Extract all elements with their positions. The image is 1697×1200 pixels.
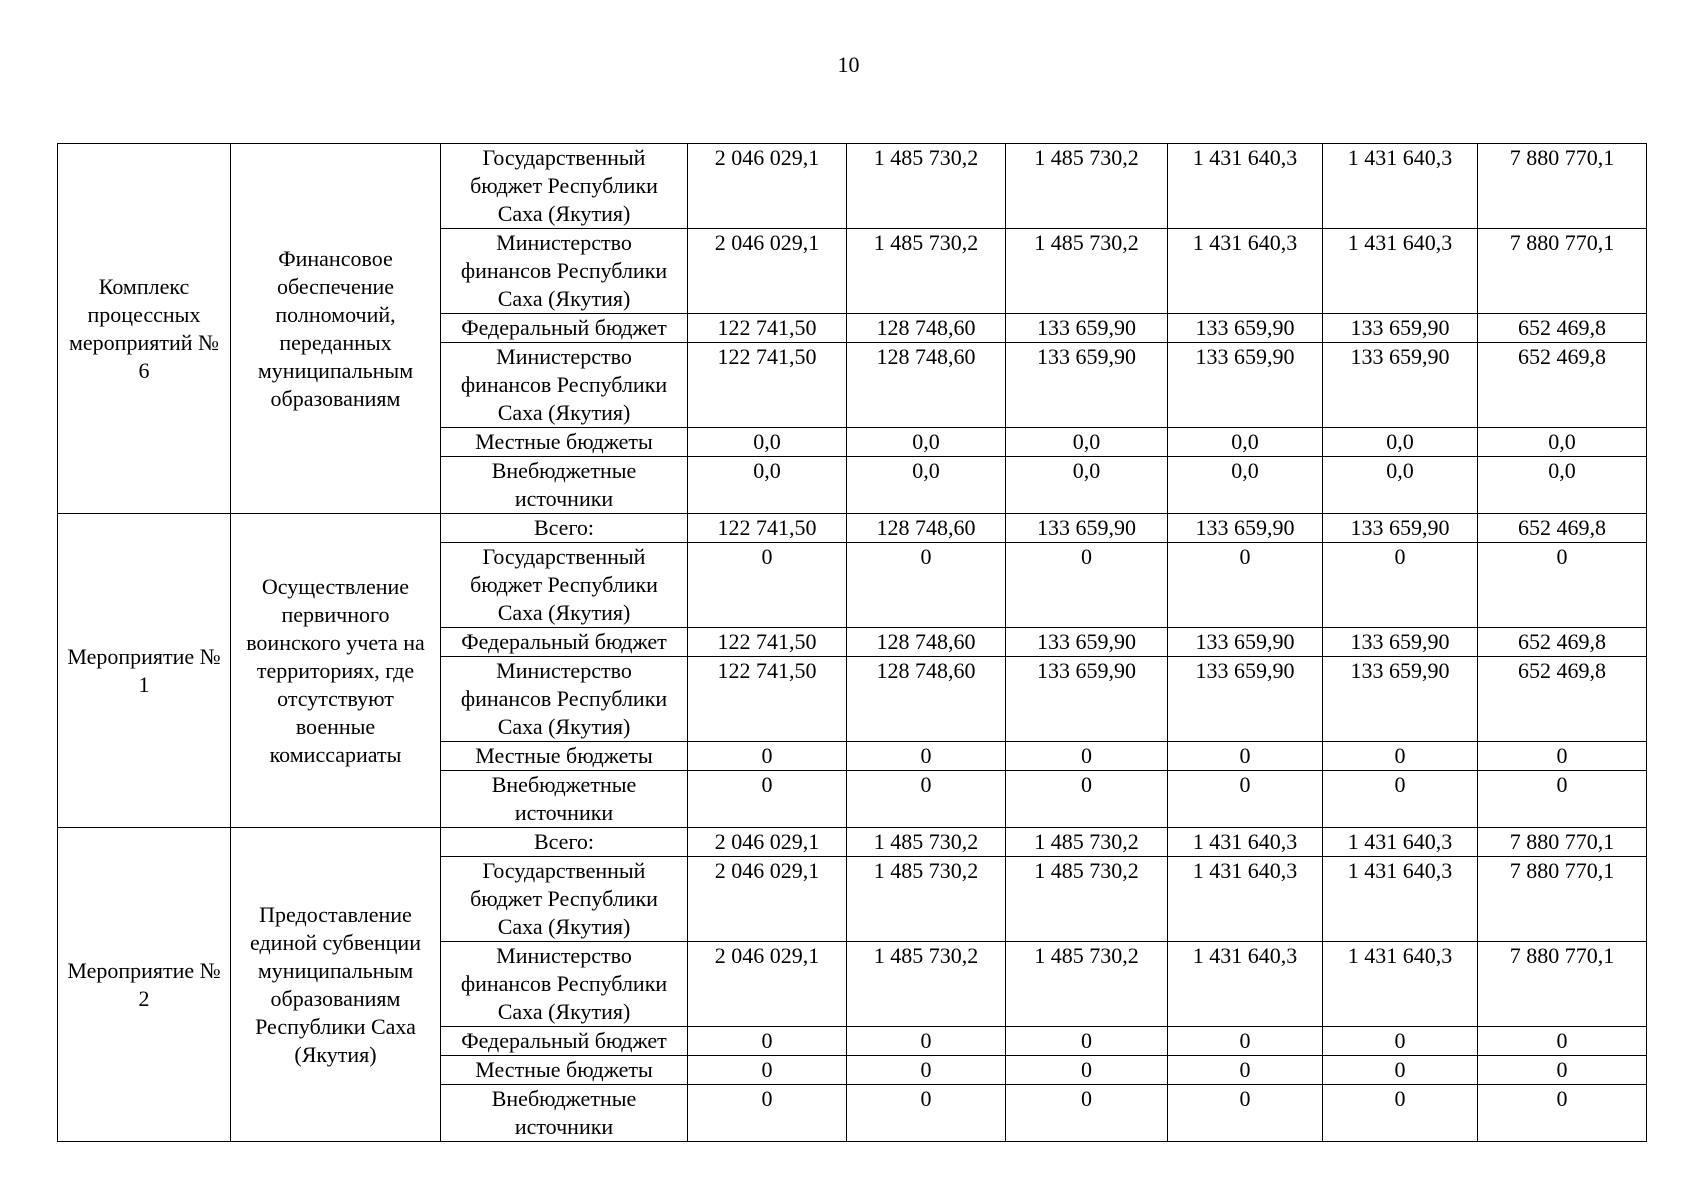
amount-cell: 1 431 640,3 [1168, 229, 1323, 314]
funding-source-line: финансов Республики [460, 372, 668, 397]
amount-cell: 0 [1323, 742, 1478, 771]
amount-cell: 0 [1478, 1056, 1647, 1085]
funding-source-line: Всего: [533, 829, 595, 854]
funding-source-line: финансов Республики [460, 971, 668, 996]
funding-source-cell [441, 771, 688, 828]
funding-source-cell [441, 229, 688, 314]
amount-cell: 0 [688, 1056, 847, 1085]
amount-cell: 133 659,90 [1168, 657, 1323, 742]
amount-cell: 0,0 [1323, 457, 1478, 514]
amount-cell: 0 [1168, 1056, 1323, 1085]
funding-source-cell [441, 144, 688, 229]
amount-cell: 122 741,50 [688, 657, 847, 742]
amount-cell: 0 [847, 1085, 1006, 1142]
amount-cell: 0 [688, 1027, 847, 1056]
funding-source-cell [441, 514, 688, 543]
funding-source-cell [441, 1027, 688, 1056]
amount-cell: 1 485 730,2 [847, 828, 1006, 857]
table-row [58, 144, 1647, 229]
funding-source-line: Министерство [496, 344, 632, 369]
amount-cell: 0 [1478, 1085, 1647, 1142]
amount-cell: 0 [1006, 742, 1168, 771]
funding-source-cell [441, 314, 688, 343]
amount-cell: 0,0 [847, 457, 1006, 514]
amount-cell: 0 [1168, 1027, 1323, 1056]
amount-cell: 1 485 730,2 [847, 144, 1006, 229]
amount-cell: 128 748,60 [847, 657, 1006, 742]
funding-source-line: бюджет Республики [470, 572, 658, 597]
amount-cell: 133 659,90 [1006, 657, 1168, 742]
amount-cell: 128 748,60 [847, 628, 1006, 657]
amount-cell: 1 485 730,2 [1006, 942, 1168, 1027]
amount-cell: 0 [1168, 771, 1323, 828]
amount-cell: 0,0 [847, 428, 1006, 457]
amount-cell: 0 [1168, 543, 1323, 628]
amount-cell: 2 046 029,1 [688, 828, 847, 857]
funding-source-line: источники [514, 486, 614, 511]
funding-source-cell [441, 628, 688, 657]
amount-cell: 128 748,60 [847, 314, 1006, 343]
amount-cell: 0 [1323, 1056, 1478, 1085]
amount-cell: 7 880 770,1 [1478, 144, 1647, 229]
group-description: Финансовое обеспечение полномочий, переданных муниципальным образованиям [231, 144, 441, 514]
funding-source-cell [441, 543, 688, 628]
amount-cell: 1 431 640,3 [1168, 942, 1323, 1027]
amount-cell: 133 659,90 [1006, 628, 1168, 657]
amount-cell: 0 [1168, 742, 1323, 771]
funding-source-cell [441, 857, 688, 942]
amount-cell: 0 [1323, 1027, 1478, 1056]
funding-source-line: Внебюджетные [491, 772, 637, 797]
amount-cell: 133 659,90 [1006, 343, 1168, 428]
amount-cell: 133 659,90 [1006, 514, 1168, 543]
funding-source-cell [441, 657, 688, 742]
amount-cell: 1 431 640,3 [1323, 828, 1478, 857]
table-row [58, 514, 1647, 543]
amount-cell: 133 659,90 [1323, 343, 1478, 428]
amount-cell: 1 431 640,3 [1323, 857, 1478, 942]
amount-cell: 122 741,50 [688, 343, 847, 428]
funding-source-line: Министерство [496, 658, 632, 683]
amount-cell: 122 741,50 [688, 628, 847, 657]
amount-cell: 7 880 770,1 [1478, 942, 1647, 1027]
amount-cell: 1 431 640,3 [1168, 144, 1323, 229]
amount-cell: 652 469,8 [1478, 628, 1647, 657]
amount-cell: 0 [847, 1027, 1006, 1056]
amount-cell: 0,0 [1323, 428, 1478, 457]
amount-cell: 0 [688, 543, 847, 628]
amount-cell: 133 659,90 [1168, 628, 1323, 657]
funding-source-line: Внебюджетные [491, 458, 637, 483]
funding-source-cell [441, 742, 688, 771]
amount-cell: 0 [1006, 1027, 1168, 1056]
funding-source-cell [441, 828, 688, 857]
amount-cell: 133 659,90 [1323, 314, 1478, 343]
amount-cell: 133 659,90 [1323, 628, 1478, 657]
funding-source-line: бюджет Республики [470, 173, 658, 198]
funding-source-line: Внебюджетные [491, 1086, 637, 1111]
amount-cell: 0,0 [1168, 457, 1323, 514]
amount-cell: 0 [847, 771, 1006, 828]
amount-cell: 0 [847, 543, 1006, 628]
funding-source-cell [441, 1056, 688, 1085]
amount-cell: 652 469,8 [1478, 314, 1647, 343]
amount-cell: 1 431 640,3 [1168, 828, 1323, 857]
amount-cell: 133 659,90 [1168, 514, 1323, 543]
funding-source-cell [441, 457, 688, 514]
amount-cell: 0 [847, 742, 1006, 771]
amount-cell: 0,0 [688, 457, 847, 514]
funding-source-line: Всего: [533, 515, 595, 540]
funding-source-cell [441, 1085, 688, 1142]
amount-cell: 0 [1478, 543, 1647, 628]
amount-cell: 1 485 730,2 [1006, 828, 1168, 857]
amount-cell: 0 [1006, 543, 1168, 628]
amount-cell: 652 469,8 [1478, 657, 1647, 742]
amount-cell: 122 741,50 [688, 314, 847, 343]
amount-cell: 0 [1006, 771, 1168, 828]
amount-cell: 1 431 640,3 [1323, 144, 1478, 229]
amount-cell: 1 431 640,3 [1323, 942, 1478, 1027]
amount-cell: 0 [1478, 771, 1647, 828]
funding-source-line: Федеральный бюджет [461, 315, 667, 340]
funding-source-line: финансов Республики [460, 686, 668, 711]
page-number: 10 [837, 52, 860, 77]
amount-cell: 0 [1323, 1085, 1478, 1142]
funding-source-line: Саха (Якутия) [497, 286, 631, 311]
amount-cell: 7 880 770,1 [1478, 229, 1647, 314]
amount-cell: 0 [688, 1085, 847, 1142]
funding-source-line: Государственный [482, 544, 646, 569]
amount-cell: 1 485 730,2 [847, 942, 1006, 1027]
amount-cell: 0,0 [688, 428, 847, 457]
funding-source-cell [441, 428, 688, 457]
funding-source-line: Местные бюджеты [475, 429, 653, 454]
amount-cell: 0,0 [1006, 457, 1168, 514]
amount-cell: 0,0 [1478, 428, 1647, 457]
funding-source-line: Саха (Якутия) [497, 400, 631, 425]
amount-cell: 1 485 730,2 [1006, 144, 1168, 229]
group-title: Комплекс процессных мероприятий № 6 [58, 144, 231, 514]
funding-source-cell [441, 343, 688, 428]
funding-source-line: Министерство [496, 943, 632, 968]
amount-cell: 0 [1478, 1027, 1647, 1056]
amount-cell: 7 880 770,1 [1478, 828, 1647, 857]
funding-source-cell [441, 942, 688, 1027]
amount-cell: 1 485 730,2 [847, 857, 1006, 942]
amount-cell: 0 [1006, 1085, 1168, 1142]
amount-cell: 7 880 770,1 [1478, 857, 1647, 942]
amount-cell: 1 431 640,3 [1323, 229, 1478, 314]
funding-source-line: источники [514, 1114, 614, 1139]
funding-source-line: источники [514, 800, 614, 825]
amount-cell: 0 [1323, 543, 1478, 628]
amount-cell: 652 469,8 [1478, 514, 1647, 543]
amount-cell: 128 748,60 [847, 343, 1006, 428]
funding-source-line: Саха (Якутия) [497, 914, 631, 939]
funding-source-line: Министерство [496, 230, 632, 255]
amount-cell: 1 485 730,2 [1006, 857, 1168, 942]
funding-source-line: Саха (Якутия) [497, 600, 631, 625]
amount-cell: 2 046 029,1 [688, 229, 847, 314]
amount-cell: 0 [847, 1056, 1006, 1085]
amount-cell: 0 [1478, 742, 1647, 771]
group-title: Мероприятие № 2 [58, 828, 231, 1142]
group-description: Осуществление первичного воинского учета на территориях, где отсутствуют военные комиссариаты [231, 514, 441, 828]
amount-cell: 0,0 [1168, 428, 1323, 457]
amount-cell: 2 046 029,1 [688, 144, 847, 229]
table-row [58, 828, 1647, 857]
amount-cell: 1 485 730,2 [1006, 229, 1168, 314]
funding-source-line: Государственный [482, 858, 646, 883]
amount-cell: 652 469,8 [1478, 343, 1647, 428]
group-title: Мероприятие № 1 [58, 514, 231, 828]
amount-cell: 133 659,90 [1323, 514, 1478, 543]
amount-cell: 0 [1323, 771, 1478, 828]
funding-source-line: бюджет Республики [470, 886, 658, 911]
amount-cell: 0 [688, 742, 847, 771]
amount-cell: 122 741,50 [688, 514, 847, 543]
funding-source-line: Саха (Якутия) [497, 714, 631, 739]
budget-table [57, 143, 1647, 1142]
funding-source-line: Саха (Якутия) [497, 999, 631, 1024]
amount-cell: 1 485 730,2 [847, 229, 1006, 314]
funding-source-line: финансов Республики [460, 258, 668, 283]
amount-cell: 2 046 029,1 [688, 942, 847, 1027]
amount-cell: 133 659,90 [1323, 657, 1478, 742]
amount-cell: 0,0 [1478, 457, 1647, 514]
amount-cell: 133 659,90 [1006, 314, 1168, 343]
funding-source-line: Федеральный бюджет [461, 629, 667, 654]
funding-source-line: Саха (Якутия) [497, 201, 631, 226]
amount-cell: 0 [688, 771, 847, 828]
amount-cell: 133 659,90 [1168, 343, 1323, 428]
amount-cell: 133 659,90 [1168, 314, 1323, 343]
amount-cell: 0 [1168, 1085, 1323, 1142]
amount-cell: 0,0 [1006, 428, 1168, 457]
funding-source-line: Федеральный бюджет [461, 1028, 667, 1053]
amount-cell: 1 431 640,3 [1168, 857, 1323, 942]
amount-cell: 128 748,60 [847, 514, 1006, 543]
group-description: Предоставление единой субвенции муниципальным образованиям Республики Саха (Якутия) [231, 828, 441, 1142]
funding-source-line: Государственный [482, 145, 646, 170]
amount-cell: 2 046 029,1 [688, 857, 847, 942]
funding-source-line: Местные бюджеты [475, 1057, 653, 1082]
amount-cell: 0 [1006, 1056, 1168, 1085]
funding-source-line: Местные бюджеты [475, 743, 653, 768]
